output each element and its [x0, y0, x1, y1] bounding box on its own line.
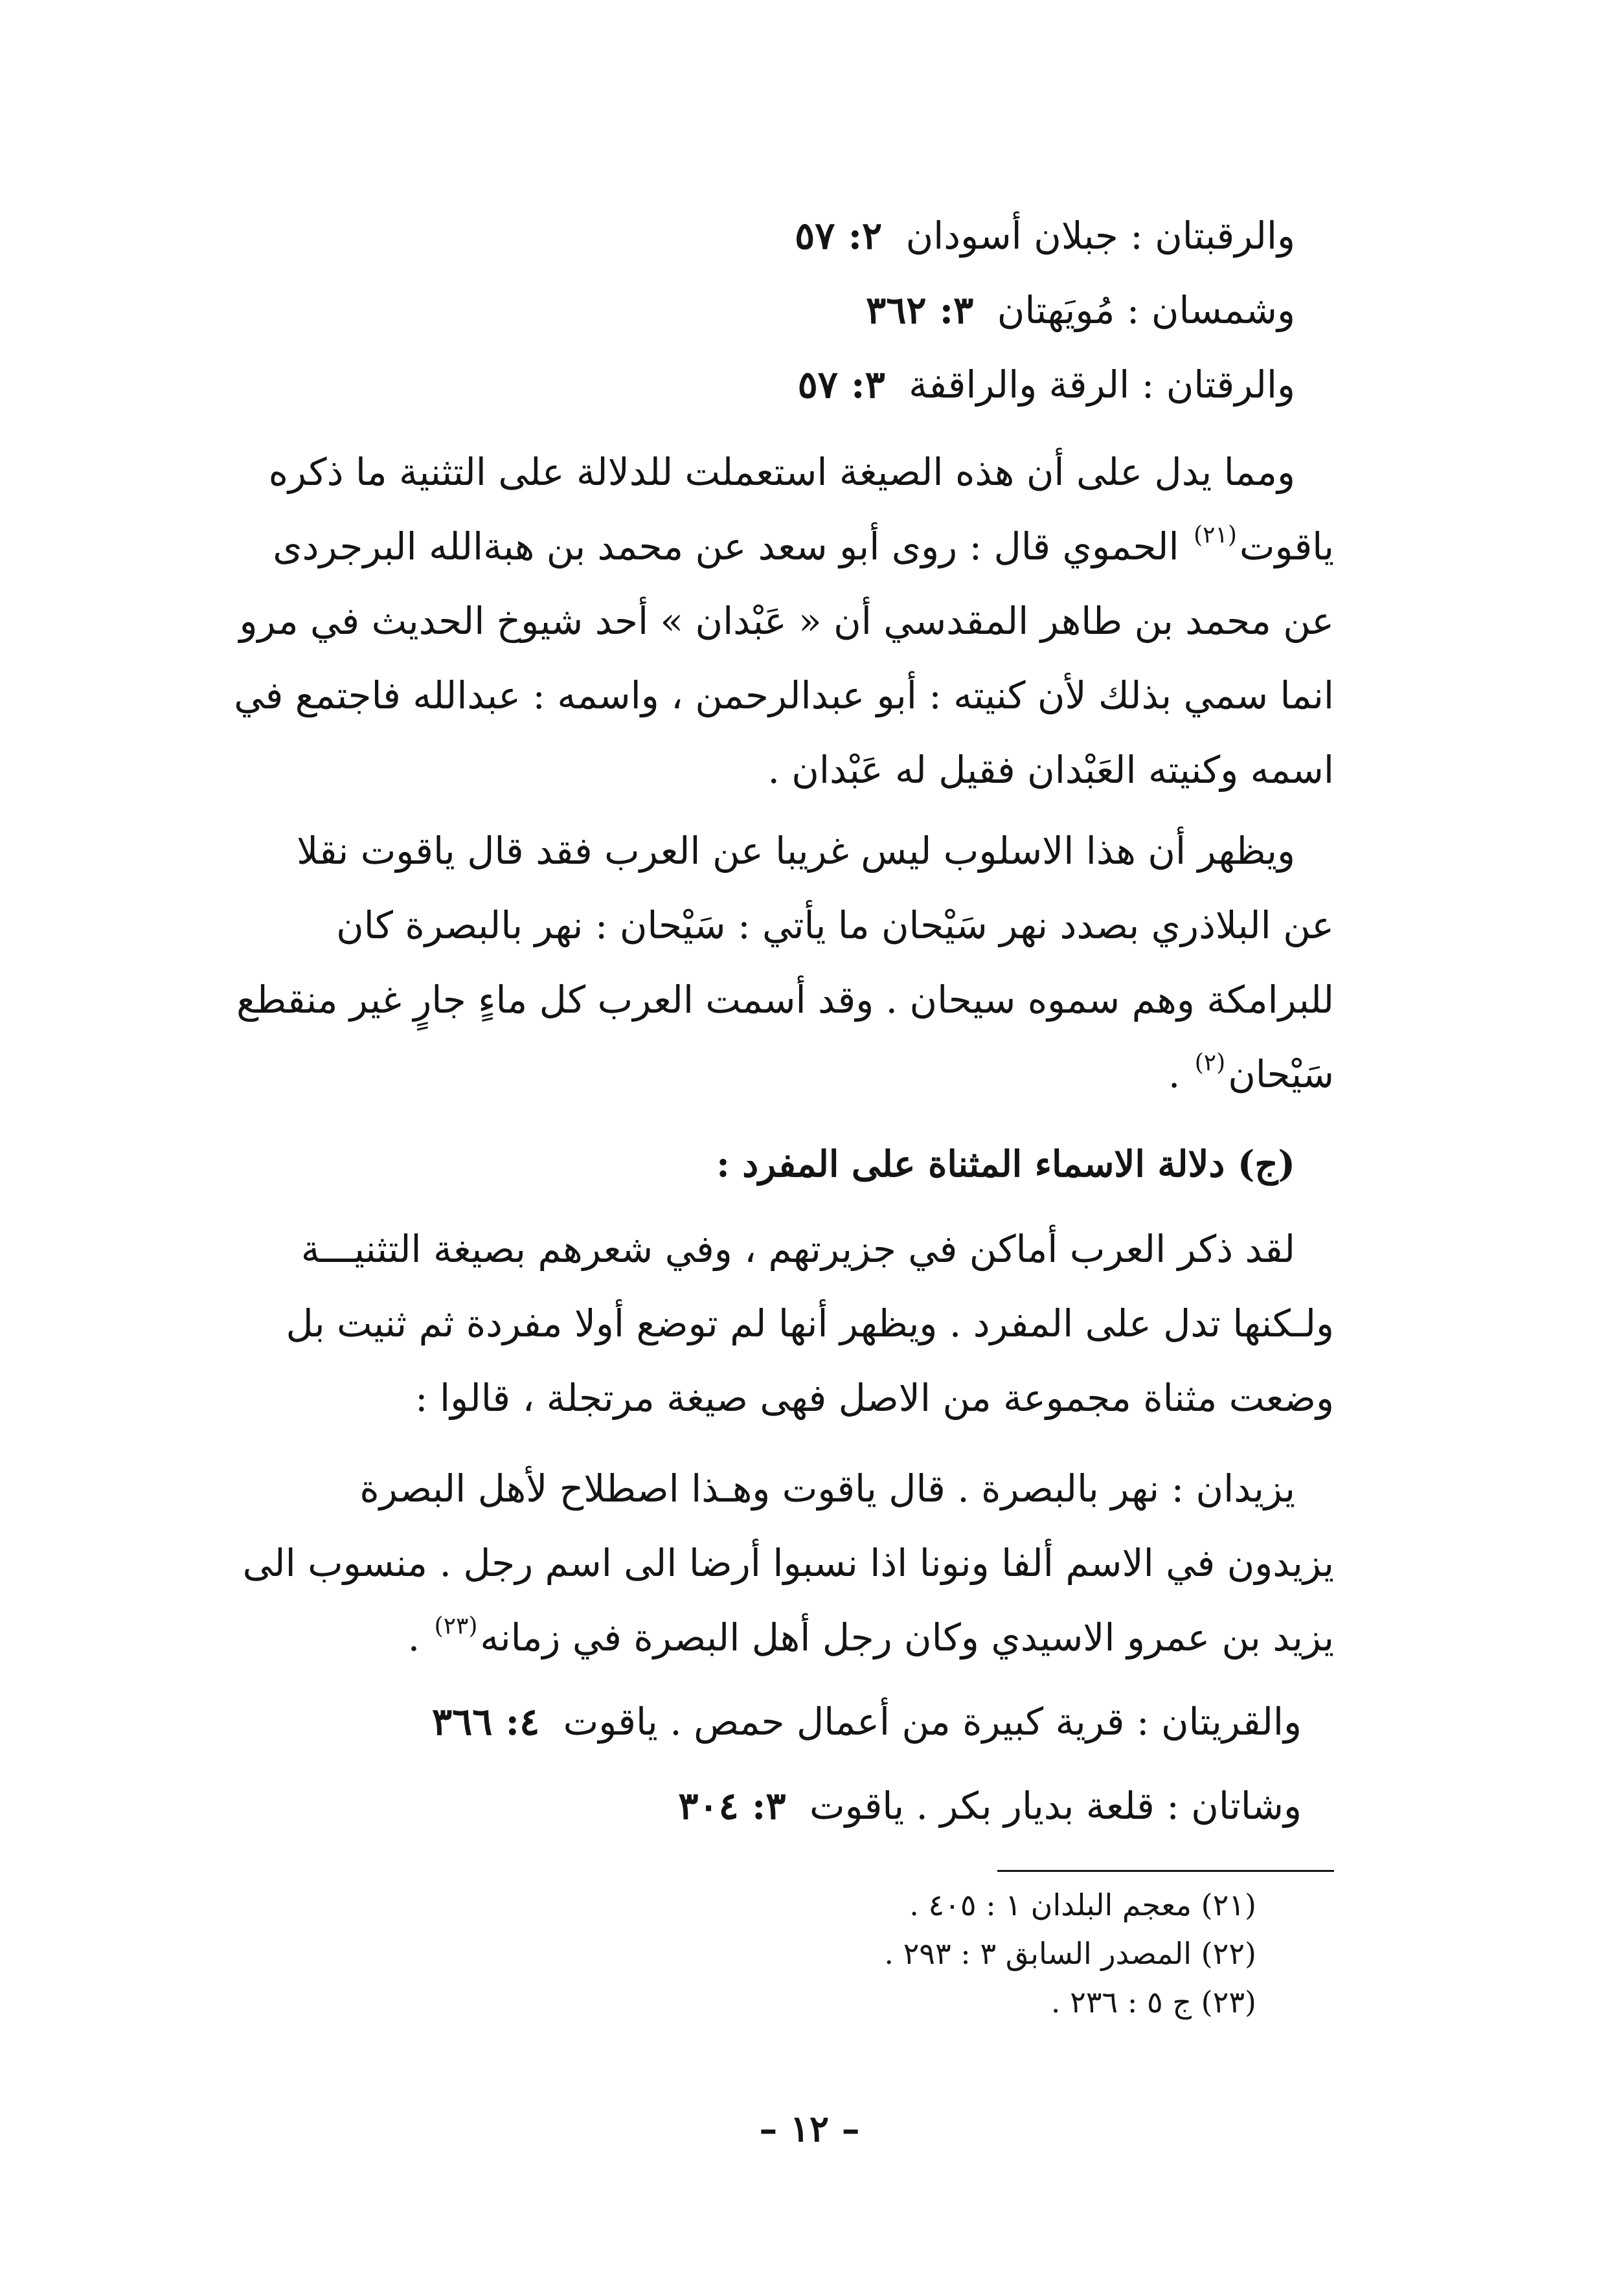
entry-text: والقريتان : قرية كبيرة من أعمال حمص . ياقوت — [563, 1700, 1302, 1744]
text-span: . — [407, 1615, 420, 1660]
entry-text: والرقبتان : جبلان أسودان — [905, 214, 1295, 258]
entry-line — [678, 1784, 1302, 1829]
page-number: – ١٢ – — [759, 2108, 860, 2150]
entry-text: والرقتان : الرقة والراقفة — [909, 363, 1295, 407]
text-span: يزيد بن عمرو الاسيدي وكان رجل أهل البصرة في زمانه — [480, 1615, 1334, 1660]
paragraph-line: يزيدان : نهر بالبصرة . قال ياقوت وهـذا اصطلاح لأهل البصرة — [359, 1467, 1295, 1511]
paragraph-line: يزيدون في الاسم ألفا ونونا اذا نسبوا أرضا الى اسم رجل . منسوب الى — [242, 1541, 1334, 1585]
paragraph-line: انما سمي بذلك لأن كنيته : أبو عبدالرحمن ، واسمه : عبدالله فاجتمع في — [234, 673, 1334, 717]
volume-page-ref: ٣: ٥٧ — [797, 363, 885, 407]
paragraph-line: ولـكنها تدل على المفرد . ويظهر أنها لم توضع أولا مفردة ثم ثنيت بل — [286, 1301, 1334, 1345]
volume-page-ref: ٢: ٥٧ — [795, 214, 883, 258]
entry-line — [866, 288, 1295, 333]
entry-line — [432, 1700, 1302, 1745]
volume-page-ref: ٤: ٣٦٦ — [432, 1700, 540, 1744]
entry-line — [795, 214, 1295, 259]
paragraph-line: عن محمد بن طاهر المقدسي أن « عَبْدان » أحد شيوخ الحديث في مرو — [239, 599, 1334, 643]
footnote-marker: (٢١) — [1194, 522, 1237, 548]
paragraph-line: ومما يدل على أن هذه الصيغة استعملت للدلالة على التثنية ما ذكره — [268, 450, 1295, 494]
section-heading: (ج) دلالة الاسماء المثناة على المفرد : — [716, 1143, 1295, 1186]
text-span: الحموي قال : روى أبو سعد عن محمد بن هبةالله البرجردى — [273, 524, 1179, 568]
footnote-marker: (٢٣) — [434, 1613, 478, 1639]
paragraph-line: عن البلاذري بصدد نهر سَيْحان ما يأتي : سَيْحان : نهر بالبصرة كان — [336, 903, 1334, 947]
entry-text: وشمسان : مُويَهتان — [997, 288, 1295, 332]
paragraph-line — [1168, 1052, 1334, 1097]
paragraph-line: وضعت مثناة مجموعة من الاصل فهى صيغة مرتجلة ، قالوا : — [415, 1376, 1334, 1420]
entry-text: وشاتان : قلعة بديار بكر . ياقوت — [809, 1784, 1302, 1828]
paragraph-line: اسمه وكنيته العَبْدان فقيل له عَبْدان . — [767, 748, 1334, 792]
paragraph-line: لقد ذكر العرب أماكن في جزيرتهم ، وفي شعرهم بصيغة التثنيـــة — [300, 1227, 1295, 1271]
text-span: ياقوت — [1239, 524, 1334, 568]
volume-page-ref: ٣: ٣٦٢ — [866, 288, 974, 332]
volume-page-ref: ٣: ٣٠٤ — [678, 1784, 786, 1828]
footnote: (٢٢) المصدر السابق ٣ : ٢٩٣ . — [884, 1936, 1256, 1971]
footnote: (٢١) معجم البلدان ١ : ٤٠٥ . — [909, 1887, 1256, 1922]
text-span: . — [1168, 1052, 1181, 1096]
paragraph-line — [273, 524, 1334, 570]
text-span: سَيْحان — [1228, 1052, 1334, 1096]
footnote-divider — [997, 1870, 1334, 1872]
entry-line — [798, 363, 1295, 408]
footnote-marker: (٢) — [1194, 1050, 1226, 1076]
paragraph-line: للبرامكة وهم سموه سيحان . وقد أسمت العرب كل ماءٍ جارٍ غير منقطع — [236, 978, 1334, 1022]
paragraph-line: ويظهر أن هذا الاسلوب ليس غريبا عن العرب فقد قال ياقوت نقلا — [297, 829, 1295, 873]
footnote: (٢٣) ج ٥ : ٢٣٦ . — [1050, 1985, 1256, 2020]
paragraph-line — [408, 1615, 1334, 1661]
